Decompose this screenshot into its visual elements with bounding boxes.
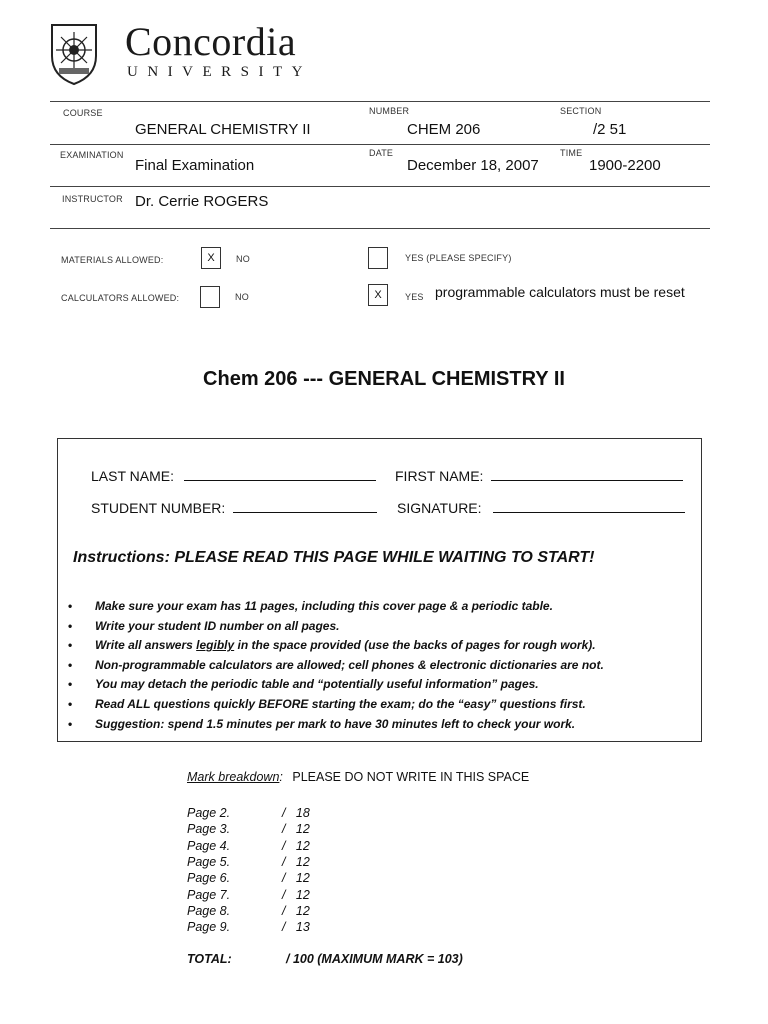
header-rule-4 <box>50 228 710 229</box>
materials-label: MATERIALS ALLOWED: <box>61 255 164 265</box>
section-label: SECTION <box>560 106 602 116</box>
calculators-note: programmable calculators must be reset <box>435 284 685 300</box>
first-name-line <box>491 468 683 481</box>
list-item: • Non-programmable calculators are allowed; cell phones & electronic dictionaries are not. <box>58 656 604 676</box>
last-name-field[interactable] <box>91 468 376 484</box>
student-number-line <box>233 500 377 513</box>
bullet-icon: • <box>68 657 73 672</box>
list-item: • Read ALL questions quickly BEFORE starting the exam; do the “easy” questions first. <box>58 695 604 715</box>
time-label: TIME <box>560 148 583 158</box>
last-name-line <box>184 468 376 481</box>
mark-breakdown-note: PLEASE DO NOT WRITE IN THIS SPACE <box>292 770 530 784</box>
bullet-icon: • <box>68 696 73 711</box>
number-label: NUMBER <box>369 106 410 116</box>
first-name-label: FIRST NAME: <box>395 468 484 484</box>
first-name-field[interactable] <box>395 468 683 484</box>
exam-title: Chem 206 --- GENERAL CHEMISTRY II <box>203 368 565 390</box>
list-item: • Write all answers legibly in the space provided (use the backs of pages for rough work). <box>58 636 604 656</box>
calculators-yes-label: YES <box>405 292 424 302</box>
signature-line <box>493 500 685 513</box>
bullet-icon: • <box>68 716 73 731</box>
mark-row-page: Page 7. <box>187 887 231 902</box>
instructions-list <box>58 597 604 734</box>
time-value: 1900-2200 <box>589 157 661 174</box>
examination-value: Final Examination <box>135 157 255 174</box>
mark-breakdown-label: Mark breakdown <box>187 770 280 784</box>
mark-row-page: Page 3. <box>187 822 231 837</box>
total-row <box>187 952 232 966</box>
signature-label: SIGNATURE: <box>397 500 482 516</box>
mark-row-value: / 12 <box>282 822 310 837</box>
course-label: COURSE <box>63 108 103 118</box>
total-value: / 100 (MAXIMUM MARK = 103) <box>286 952 463 966</box>
calculators-no-label: NO <box>235 292 249 302</box>
number-value: CHEM 206 <box>407 121 481 138</box>
bullet-icon: • <box>68 599 73 613</box>
legibly-emphasis: legibly <box>196 638 235 653</box>
mark-row-page: Page 5. <box>187 854 231 869</box>
course-value: GENERAL CHEMISTRY II <box>135 121 311 138</box>
mark-row-value: / 18 <box>282 806 310 820</box>
university-subtitle: UNIVERSITY <box>127 64 312 80</box>
student-number-label: STUDENT NUMBER: <box>91 500 226 516</box>
mark-row-value: / 12 <box>282 871 310 886</box>
date-label: DATE <box>369 148 394 158</box>
list-item: • You may detach the periodic table and “potentially useful information” pages. <box>58 675 604 695</box>
calculators-no-checkbox[interactable] <box>200 286 220 308</box>
mark-row-page: Page 8. <box>187 903 231 918</box>
date-value: December 18, 2007 <box>407 157 539 174</box>
bullet-icon: • <box>68 677 73 692</box>
mark-row-value: / 12 <box>282 903 310 918</box>
section-value: /2 51 <box>593 121 627 138</box>
mark-row-page: Page 9. <box>187 920 231 935</box>
bullet-icon: • <box>68 638 73 653</box>
mark-row-page: Page 6. <box>187 871 231 886</box>
materials-no-label: NO <box>236 254 250 264</box>
mark-row-value: / 12 <box>282 854 310 869</box>
student-number-field[interactable] <box>91 500 377 516</box>
examination-label: EXAMINATION <box>60 150 124 160</box>
header-rule-3 <box>50 186 710 187</box>
calculators-label: CALCULATORS ALLOWED: <box>61 293 180 303</box>
university-crest <box>49 22 99 86</box>
signature-field[interactable] <box>397 500 685 516</box>
last-name-label: LAST NAME: <box>91 468 174 484</box>
total-label: TOTAL: <box>187 952 232 966</box>
list-item: • Make sure your exam has 11 pages, including this cover page & a periodic table. <box>58 597 604 617</box>
header-rule-top <box>50 101 710 102</box>
header-rule-2 <box>50 144 710 145</box>
materials-yes-checkbox[interactable] <box>368 247 388 269</box>
instructor-label: INSTRUCTOR <box>62 194 123 204</box>
instructor-value: Dr. Cerrie ROGERS <box>135 193 269 210</box>
mark-row-value: / 12 <box>282 887 310 902</box>
instructions-heading: Instructions: PLEASE READ THIS PAGE WHILE WAITING TO START! <box>73 549 595 566</box>
list-item: • Suggestion: spend 1.5 minutes per mark to have 30 minutes left to check your work. <box>58 715 604 735</box>
mark-breakdown-header: Mark breakdown: PLEASE DO NOT WRITE IN THIS SPACE <box>187 770 530 784</box>
calculators-yes-checkbox[interactable]: X <box>368 284 388 306</box>
mark-row-page: Page 2. <box>187 806 231 820</box>
student-info-box <box>57 438 702 742</box>
mark-row-page: Page 4. <box>187 838 231 853</box>
mark-row-value: / 12 <box>282 838 310 853</box>
materials-no-checkbox[interactable]: X <box>201 247 221 269</box>
materials-yes-label: YES (PLEASE SPECIFY) <box>405 253 512 263</box>
bullet-icon: • <box>68 618 73 633</box>
university-name: Concordia <box>125 19 297 64</box>
mark-row-value: / 13 <box>282 920 310 935</box>
list-item: • Write your student ID number on all pages. <box>58 617 604 637</box>
